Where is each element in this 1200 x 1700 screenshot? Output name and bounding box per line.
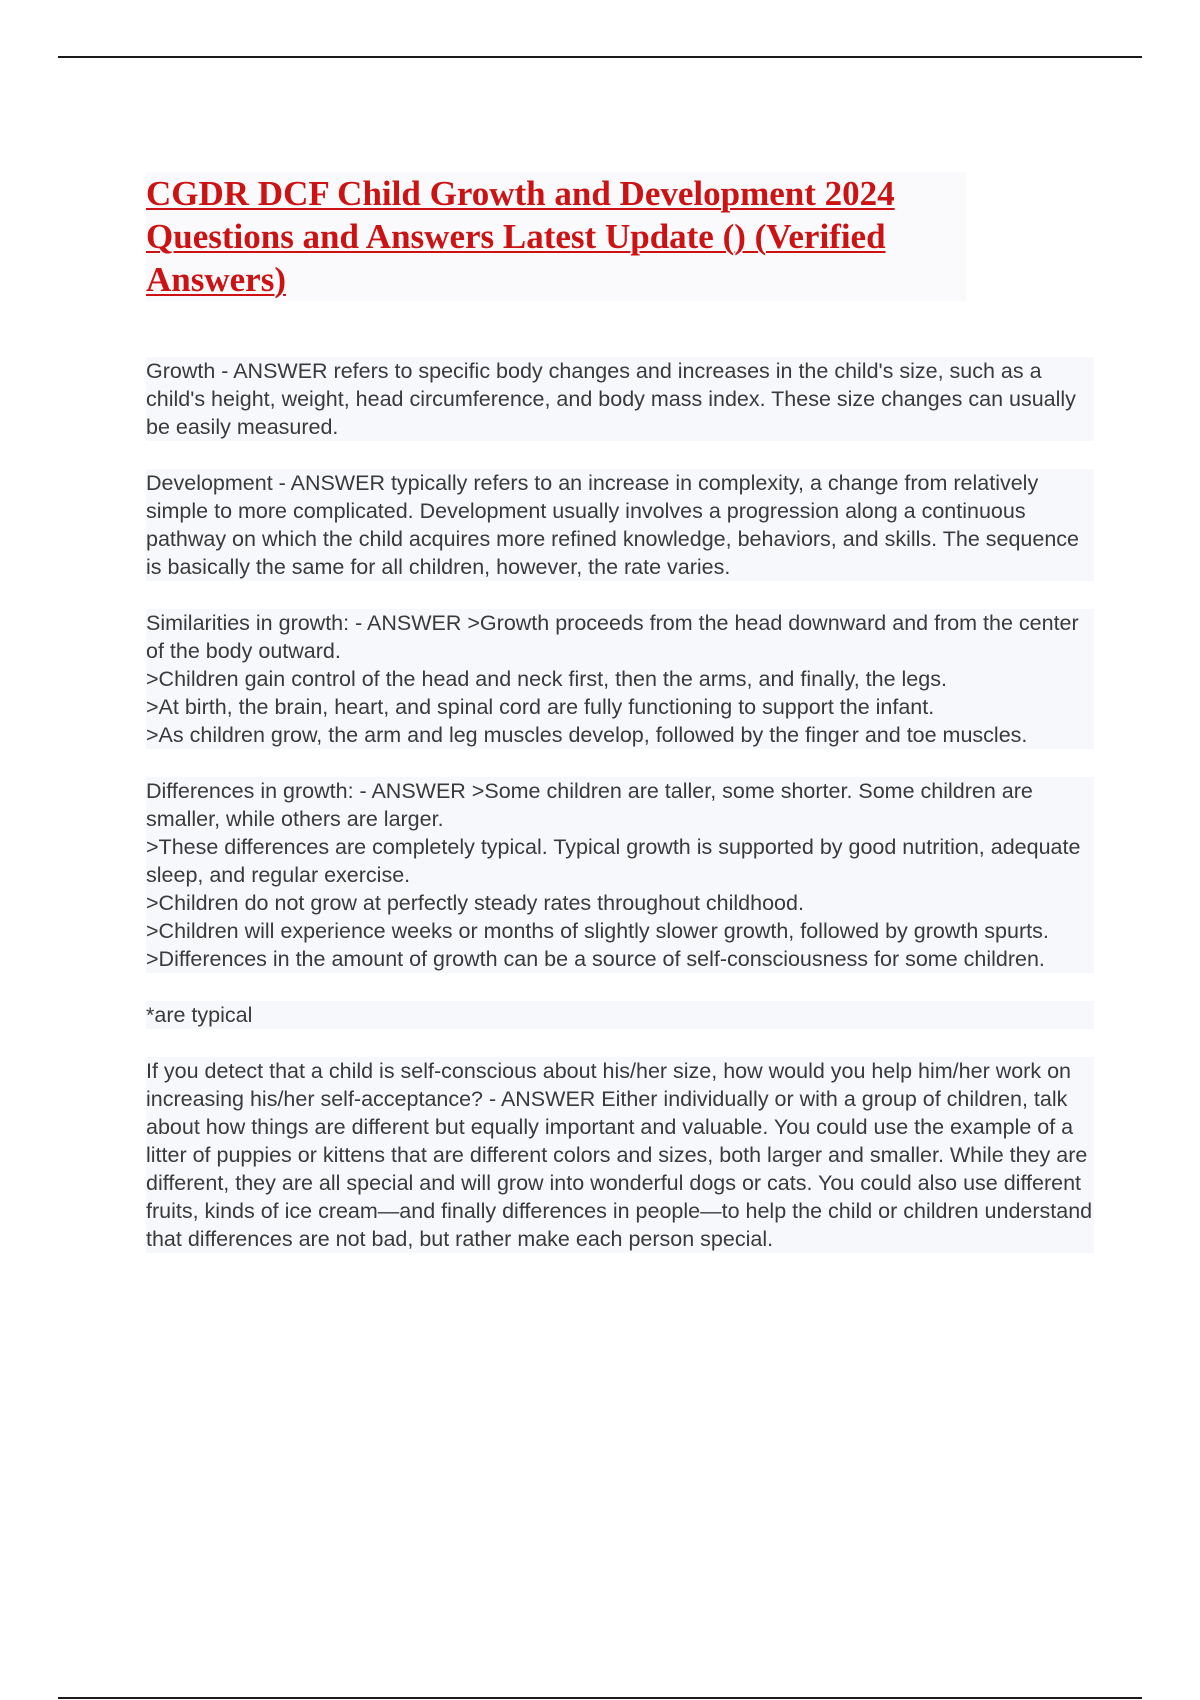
document-title: CGDR DCF Child Growth and Development 2024 Questions and Answers Latest Update () (Verified Answers) [146,172,966,301]
qa-text: *are typical [146,1003,253,1027]
qa-entry-growth [146,357,1094,441]
qa-entry-note [146,1001,1094,1029]
qa-bullet: >Children will experience weeks or months of slightly slower growth, followed by growth spurts. [146,919,1049,943]
qa-bullet: >At birth, the brain, heart, and spinal cord are fully functioning to support the infant. [146,695,935,719]
bottom-rule [58,1697,1142,1699]
document-content [146,172,1094,1281]
qa-list [146,357,1094,1253]
qa-entry-self-acceptance [146,1057,1094,1253]
qa-bullet: >Children do not grow at perfectly steady rates throughout childhood. [146,891,804,915]
qa-bullet: >Children gain control of the head and neck first, then the arms, and finally, the legs. [146,667,947,691]
qa-text: If you detect that a child is self-conscious about his/her size, how would you help him/her work on increasing his/her self-acceptance? - ANSWER Either individually or with a group of children, talk about how things are different but equally important and valuable. You could use the example of a litter of puppies or kittens that are different colors and sizes, both larger and smaller. While they are different, they are all special and will grow into wonderful dogs or cats. You could also use different fruits, kinds of ice cream—and finally differences in people—to help the child or children understand that differences are not bad, but rather make each person special. [146,1059,1093,1251]
qa-entry-differences [146,777,1094,973]
qa-text: Growth - ANSWER refers to specific body changes and increases in the child's size, such as a child's height, weight, head circumference, and body mass index. These size changes can usually be easily measured. [146,359,1076,439]
qa-entry-similarities [146,609,1094,749]
qa-text: Differences in growth: - ANSWER >Some children are taller, some shorter. Some children are smaller, while others are larger. [146,779,1033,831]
qa-text: Similarities in growth: - ANSWER >Growth proceeds from the head downward and from the center of the body outward. [146,611,1079,663]
qa-bullet: >These differences are completely typical. Typical growth is supported by good nutrition, adequate sleep, and regular exercise. [146,835,1081,887]
qa-text: Development - ANSWER typically refers to an increase in complexity, a change from relatively simple to more complicated. Development usually involves a progression along a continuous pathway on which the child acquires more refined knowledge, behaviors, and skills. The sequence is basically the same for all children, however, the rate varies. [146,471,1080,579]
qa-bullet: >As children grow, the arm and leg muscles develop, followed by the finger and toe muscles. [146,723,1028,747]
qa-bullet: >Differences in the amount of growth can be a source of self-consciousness for some children. [146,947,1045,971]
qa-entry-development [146,469,1094,581]
top-rule [58,56,1142,58]
